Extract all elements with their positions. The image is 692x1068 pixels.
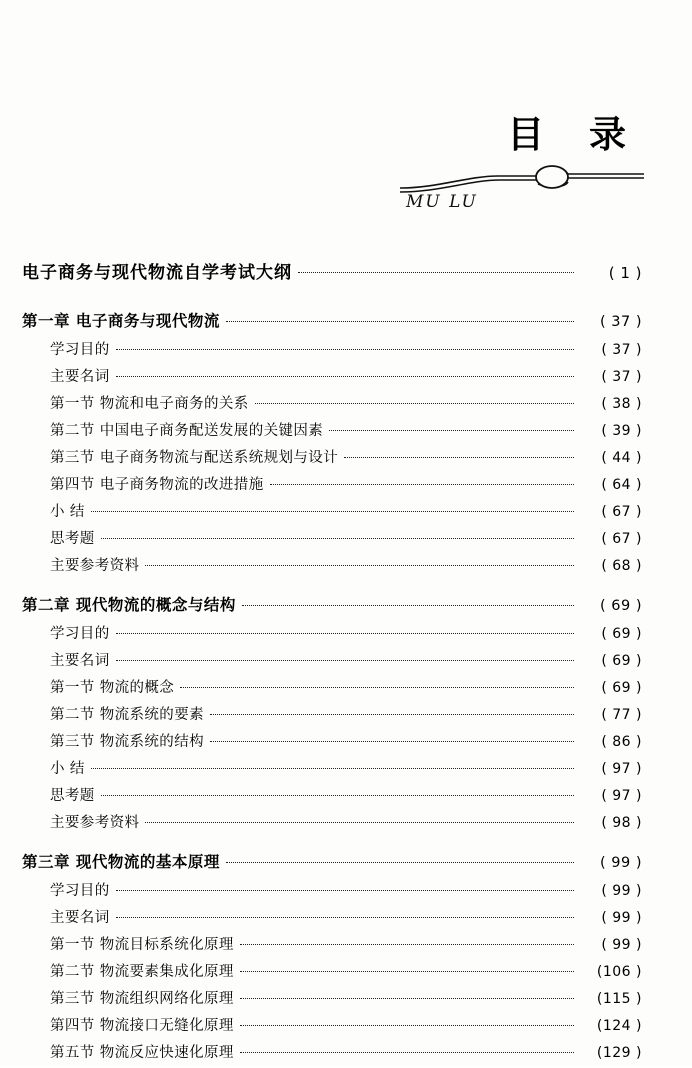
toc-entry-label: 主要参考资料 xyxy=(50,815,140,831)
toc-chapter-heading[interactable] xyxy=(22,309,642,331)
toc-entry-label: 第五节 物流反应快速化原理 xyxy=(50,1045,234,1061)
toc-item[interactable] xyxy=(22,554,642,575)
page-title: 目 录 xyxy=(507,113,642,156)
leader-dots xyxy=(116,917,574,918)
toc-entry-page: ( 67 ) xyxy=(601,531,642,547)
toc-entry-label: 主要名词 xyxy=(50,910,110,926)
toc-entry-label: 第二章 现代物流的概念与结构 xyxy=(22,596,236,614)
toc-entry-page: ( 99 ) xyxy=(601,910,642,926)
toc-entry-page: ( 37 ) xyxy=(601,342,642,358)
toc-item[interactable] xyxy=(22,703,642,724)
toc-entry-label: 第二节 中国电子商务配送发展的关键因素 xyxy=(50,423,324,439)
toc-item[interactable] xyxy=(22,676,642,697)
toc-entry-label: 第三节 电子商务物流与配送系统规划与设计 xyxy=(50,450,339,466)
toc-entry-page: ( 68 ) xyxy=(601,558,642,574)
toc-item[interactable] xyxy=(22,987,642,1008)
toc-entry-page: ( 1 ) xyxy=(608,264,642,282)
toc-entry-label: 电子商务与现代物流自学考试大纲 xyxy=(22,263,292,283)
toc-entry-label: 第四节 电子商务物流的改进措施 xyxy=(50,477,264,493)
toc-entry-page: ( 86 ) xyxy=(601,734,642,750)
toc-entry-label: 第一节 物流和电子商务的关系 xyxy=(50,396,249,412)
toc-entry-label: 第三章 现代物流的基本原理 xyxy=(22,853,220,871)
page-header xyxy=(388,104,648,214)
toc-entry-label: 小 结 xyxy=(50,504,85,520)
toc-entry-page: ( 77 ) xyxy=(601,707,642,723)
toc-entry-label: 第一节 物流目标系统化原理 xyxy=(50,937,234,953)
toc-item[interactable] xyxy=(22,811,642,832)
knot-ornament-icon xyxy=(398,162,646,196)
toc-item[interactable] xyxy=(22,473,642,494)
toc-item[interactable] xyxy=(22,392,642,413)
toc-entry-label: 学习目的 xyxy=(50,883,110,899)
toc-entry-label: 学习目的 xyxy=(50,626,110,642)
toc-item[interactable] xyxy=(22,500,642,521)
toc-entry-label: 第一节 物流的概念 xyxy=(50,680,175,696)
leader-dots xyxy=(145,822,574,823)
leader-dots xyxy=(116,376,574,377)
toc-entry-page: ( 69 ) xyxy=(601,653,642,669)
leader-dots xyxy=(240,944,574,945)
page-title-pinyin: MU LU xyxy=(406,192,478,212)
toc-item[interactable] xyxy=(22,730,642,751)
toc-entry-page: (115 ) xyxy=(596,991,642,1007)
toc-item[interactable] xyxy=(22,622,642,643)
toc-entry-label: 第三节 物流组织网络化原理 xyxy=(50,991,234,1007)
leader-dots xyxy=(116,660,574,661)
leader-dots xyxy=(116,633,574,634)
toc-entry-label: 第一章 电子商务与现代物流 xyxy=(22,312,220,330)
toc-item[interactable] xyxy=(22,960,642,981)
toc-item[interactable] xyxy=(22,649,642,670)
leader-dots xyxy=(344,457,574,458)
leader-dots xyxy=(226,862,574,863)
leader-dots xyxy=(116,890,574,891)
toc-item[interactable] xyxy=(22,1041,642,1062)
toc-chapter-group xyxy=(22,593,642,832)
toc-entry-page: ( 67 ) xyxy=(601,504,642,520)
leader-dots xyxy=(210,741,574,742)
leader-dots xyxy=(270,484,574,485)
toc-chapter-heading[interactable] xyxy=(22,593,642,615)
toc-chapter-group xyxy=(22,850,642,1062)
toc-entry-page: ( 99 ) xyxy=(601,937,642,953)
toc-entry-label: 小 结 xyxy=(50,761,85,777)
leader-dots xyxy=(91,511,574,512)
toc-item[interactable] xyxy=(22,784,642,805)
toc-entry-page: ( 69 ) xyxy=(601,626,642,642)
toc-entry-label: 第四节 物流接口无缝化原理 xyxy=(50,1018,234,1034)
leader-dots xyxy=(240,971,574,972)
toc-chapter-group xyxy=(22,309,642,575)
toc-entry-label: 思考题 xyxy=(50,531,95,547)
toc-entry-page: ( 99 ) xyxy=(601,883,642,899)
toc-item[interactable] xyxy=(22,365,642,386)
leader-dots xyxy=(210,714,574,715)
leader-dots xyxy=(255,403,574,404)
leader-dots xyxy=(180,687,574,688)
toc-entry-label: 第二节 物流要素集成化原理 xyxy=(50,964,234,980)
toc-entry-page: ( 99 ) xyxy=(600,855,642,871)
toc-entry-label: 主要名词 xyxy=(50,653,110,669)
toc-entry-page: ( 38 ) xyxy=(601,396,642,412)
toc-entry-page: (124 ) xyxy=(596,1018,642,1034)
leader-dots xyxy=(91,768,574,769)
toc-item[interactable] xyxy=(22,879,642,900)
leader-dots xyxy=(240,1025,574,1026)
toc-entry-page: ( 37 ) xyxy=(600,314,642,330)
toc-top-entry[interactable] xyxy=(22,258,642,283)
toc-entry-page: ( 69 ) xyxy=(600,598,642,614)
toc-entry-page: ( 97 ) xyxy=(601,788,642,804)
toc-entry-page: ( 37 ) xyxy=(601,369,642,385)
toc-item[interactable] xyxy=(22,419,642,440)
leader-dots xyxy=(242,605,574,606)
leader-dots xyxy=(101,795,574,796)
leader-dots xyxy=(101,538,574,539)
leader-dots xyxy=(226,321,574,322)
toc-entry-page: ( 64 ) xyxy=(601,477,642,493)
toc-item[interactable] xyxy=(22,1014,642,1035)
toc-item[interactable] xyxy=(22,446,642,467)
toc-chapter-heading[interactable] xyxy=(22,850,642,872)
toc-entry-page: ( 69 ) xyxy=(601,680,642,696)
toc-entry-page: (129 ) xyxy=(596,1045,642,1061)
toc-entry-label: 主要参考资料 xyxy=(50,558,140,574)
toc-item[interactable] xyxy=(22,906,642,927)
leader-dots xyxy=(145,565,574,566)
leader-dots xyxy=(329,430,574,431)
leader-dots xyxy=(240,998,574,999)
leader-dots xyxy=(240,1052,574,1053)
toc-entry-page: ( 39 ) xyxy=(601,423,642,439)
toc-entry-label: 第二节 物流系统的要素 xyxy=(50,707,205,723)
toc-entry-label: 主要名词 xyxy=(50,369,110,385)
toc-item[interactable] xyxy=(22,338,642,359)
toc-entry-label: 第三节 物流系统的结构 xyxy=(50,734,205,750)
toc-entry-label: 学习目的 xyxy=(50,342,110,358)
leader-dots xyxy=(298,272,574,273)
toc-entry-page: ( 98 ) xyxy=(601,815,642,831)
toc-item[interactable] xyxy=(22,527,642,548)
toc-item[interactable] xyxy=(22,933,642,954)
toc-entry-page: ( 44 ) xyxy=(601,450,642,466)
toc-entry-page: (106 ) xyxy=(596,964,642,980)
leader-dots xyxy=(116,349,574,350)
toc-entry-page: ( 97 ) xyxy=(601,761,642,777)
table-of-contents xyxy=(22,258,642,1068)
toc-item[interactable] xyxy=(22,757,642,778)
toc-entry-label: 思考题 xyxy=(50,788,95,804)
